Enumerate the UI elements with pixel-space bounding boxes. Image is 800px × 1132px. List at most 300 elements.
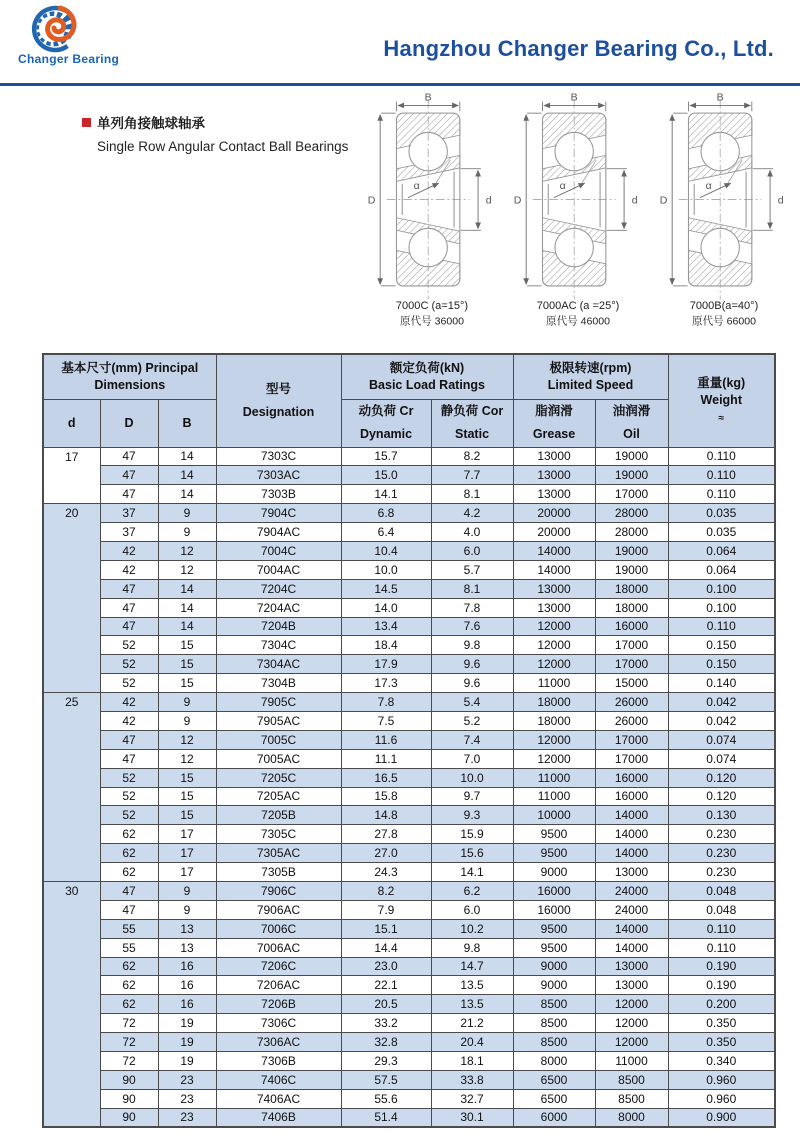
weight-cell: 0.900 bbox=[668, 1108, 775, 1127]
col-weight: 重量(kg) Weight ≈ bbox=[668, 354, 775, 447]
designation-cell: 7004C bbox=[216, 541, 341, 560]
static-load-cell: 8.1 bbox=[431, 485, 513, 504]
grease-speed-cell: 8500 bbox=[513, 1033, 595, 1052]
table-row bbox=[43, 825, 775, 844]
oil-speed-cell: 12000 bbox=[595, 995, 668, 1014]
grease-speed-cell: 13000 bbox=[513, 466, 595, 485]
D-cell: 55 bbox=[100, 919, 158, 938]
weight-cell: 0.960 bbox=[668, 1070, 775, 1089]
B-cell: 16 bbox=[158, 995, 216, 1014]
table-row bbox=[43, 693, 775, 712]
oil-speed-cell: 8500 bbox=[595, 1070, 668, 1089]
dynamic-load-cell: 6.8 bbox=[341, 504, 431, 523]
weight-cell: 0.035 bbox=[668, 504, 775, 523]
grease-speed-cell: 20000 bbox=[513, 504, 595, 523]
B-cell: 15 bbox=[158, 768, 216, 787]
col-basic-load-ratings: 额定负荷(kN) Basic Load Ratings bbox=[341, 354, 513, 399]
B-cell: 14 bbox=[158, 485, 216, 504]
designation-cell: 7005C bbox=[216, 730, 341, 749]
B-cell: 9 bbox=[158, 504, 216, 523]
B-cell: 12 bbox=[158, 541, 216, 560]
grease-speed-cell: 16000 bbox=[513, 900, 595, 919]
spec-table-container bbox=[42, 353, 774, 1128]
static-load-cell: 9.6 bbox=[431, 674, 513, 693]
oil-speed-cell: 19000 bbox=[595, 560, 668, 579]
designation-cell: 7305B bbox=[216, 863, 341, 882]
static-load-cell: 10.0 bbox=[431, 768, 513, 787]
dynamic-load-cell: 10.0 bbox=[341, 560, 431, 579]
designation-cell: 7206C bbox=[216, 957, 341, 976]
designation-cell: 7303C bbox=[216, 447, 341, 466]
dynamic-load-cell: 27.8 bbox=[341, 825, 431, 844]
grease-speed-cell: 6500 bbox=[513, 1089, 595, 1108]
designation-cell: 7904C bbox=[216, 504, 341, 523]
designation-cell: 7905C bbox=[216, 693, 341, 712]
product-title-zh: 单列角接触球轴承 bbox=[97, 116, 205, 131]
bearing-table-body bbox=[43, 447, 775, 1127]
B-cell: 14 bbox=[158, 617, 216, 636]
designation-cell: 7005AC bbox=[216, 749, 341, 768]
weight-cell: 0.230 bbox=[668, 844, 775, 863]
B-cell: 12 bbox=[158, 560, 216, 579]
B-cell: 16 bbox=[158, 976, 216, 995]
dim-D-label: D bbox=[367, 194, 376, 207]
designation-cell: 7406B bbox=[216, 1108, 341, 1127]
oil-speed-cell: 26000 bbox=[595, 711, 668, 730]
B-cell: 9 bbox=[158, 900, 216, 919]
grease-speed-cell: 8500 bbox=[513, 1014, 595, 1033]
static-load-cell: 18.1 bbox=[431, 1052, 513, 1071]
table-row bbox=[43, 1014, 775, 1033]
company-logo bbox=[18, 4, 148, 66]
dynamic-load-cell: 33.2 bbox=[341, 1014, 431, 1033]
oil-speed-cell: 14000 bbox=[595, 938, 668, 957]
dim-D-label: D bbox=[513, 194, 522, 207]
weight-cell: 0.960 bbox=[668, 1089, 775, 1108]
D-cell: 47 bbox=[100, 598, 158, 617]
B-cell: 17 bbox=[158, 825, 216, 844]
dynamic-load-cell: 18.4 bbox=[341, 636, 431, 655]
oil-speed-cell: 14000 bbox=[595, 806, 668, 825]
weight-cell: 0.340 bbox=[668, 1052, 775, 1071]
table-row bbox=[43, 655, 775, 674]
oil-speed-cell: 26000 bbox=[595, 693, 668, 712]
bearing-diagrams bbox=[360, 90, 796, 334]
intro-section bbox=[0, 86, 800, 353]
oil-speed-cell: 24000 bbox=[595, 881, 668, 900]
static-load-cell: 9.3 bbox=[431, 806, 513, 825]
B-cell: 19 bbox=[158, 1014, 216, 1033]
grease-speed-cell: 12000 bbox=[513, 749, 595, 768]
table-row bbox=[43, 787, 775, 806]
D-cell: 72 bbox=[100, 1052, 158, 1071]
D-cell: 52 bbox=[100, 806, 158, 825]
table-row bbox=[43, 1108, 775, 1127]
d-group-cell: 30 bbox=[43, 881, 100, 1127]
static-load-cell: 10.2 bbox=[431, 919, 513, 938]
grease-speed-cell: 18000 bbox=[513, 693, 595, 712]
D-cell: 62 bbox=[100, 863, 158, 882]
weight-cell: 0.230 bbox=[668, 863, 775, 882]
grease-speed-cell: 12000 bbox=[513, 636, 595, 655]
dim-d-label: d bbox=[631, 194, 638, 207]
table-row bbox=[43, 938, 775, 957]
bearing-spec-table bbox=[42, 353, 776, 1128]
D-cell: 62 bbox=[100, 844, 158, 863]
grease-speed-cell: 10000 bbox=[513, 806, 595, 825]
oil-speed-cell: 16000 bbox=[595, 787, 668, 806]
d-group-cell: 17 bbox=[43, 447, 100, 504]
designation-cell: 7303AC bbox=[216, 466, 341, 485]
dim-b-label: B bbox=[570, 91, 578, 104]
table-row bbox=[43, 806, 775, 825]
table-row bbox=[43, 900, 775, 919]
col-d: d bbox=[43, 399, 100, 447]
table-row bbox=[43, 1070, 775, 1089]
grease-speed-cell: 9500 bbox=[513, 844, 595, 863]
designation-cell: 7305C bbox=[216, 825, 341, 844]
grease-speed-cell: 14000 bbox=[513, 541, 595, 560]
table-row bbox=[43, 504, 775, 523]
designation-cell: 7204AC bbox=[216, 598, 341, 617]
B-cell: 12 bbox=[158, 730, 216, 749]
B-cell: 9 bbox=[158, 711, 216, 730]
dynamic-load-cell: 10.4 bbox=[341, 541, 431, 560]
dynamic-load-cell: 17.9 bbox=[341, 655, 431, 674]
dynamic-load-cell: 17.3 bbox=[341, 674, 431, 693]
grease-speed-cell: 11000 bbox=[513, 768, 595, 787]
oil-speed-cell: 17000 bbox=[595, 730, 668, 749]
B-cell: 15 bbox=[158, 787, 216, 806]
table-row bbox=[43, 598, 775, 617]
static-load-cell: 6.0 bbox=[431, 541, 513, 560]
table-row bbox=[43, 995, 775, 1014]
dynamic-load-cell: 7.5 bbox=[341, 711, 431, 730]
logo-wordmark: Changer Bearing bbox=[18, 52, 120, 66]
oil-speed-cell: 24000 bbox=[595, 900, 668, 919]
grease-speed-cell: 8500 bbox=[513, 995, 595, 1014]
oil-speed-cell: 19000 bbox=[595, 466, 668, 485]
dynamic-load-cell: 24.3 bbox=[341, 863, 431, 882]
weight-cell: 0.110 bbox=[668, 466, 775, 485]
oil-speed-cell: 15000 bbox=[595, 674, 668, 693]
D-cell: 47 bbox=[100, 900, 158, 919]
D-cell: 72 bbox=[100, 1033, 158, 1052]
static-load-cell: 7.0 bbox=[431, 749, 513, 768]
D-cell: 37 bbox=[100, 523, 158, 542]
col-limited-speed: 极限转速(rpm) Limited Speed bbox=[513, 354, 668, 399]
oil-speed-cell: 8000 bbox=[595, 1108, 668, 1127]
dynamic-load-cell: 11.6 bbox=[341, 730, 431, 749]
dynamic-load-cell: 15.8 bbox=[341, 787, 431, 806]
B-cell: 23 bbox=[158, 1070, 216, 1089]
grease-speed-cell: 20000 bbox=[513, 523, 595, 542]
designation-cell: 7206B bbox=[216, 995, 341, 1014]
oil-speed-cell: 17000 bbox=[595, 749, 668, 768]
dynamic-load-cell: 15.1 bbox=[341, 919, 431, 938]
D-cell: 72 bbox=[100, 1014, 158, 1033]
col-grease: 脂润滑 Grease bbox=[513, 399, 595, 447]
grease-speed-cell: 13000 bbox=[513, 485, 595, 504]
page-header bbox=[0, 0, 800, 86]
table-row bbox=[43, 768, 775, 787]
D-cell: 47 bbox=[100, 617, 158, 636]
D-cell: 52 bbox=[100, 636, 158, 655]
designation-cell: 7304C bbox=[216, 636, 341, 655]
static-load-cell: 14.7 bbox=[431, 957, 513, 976]
static-load-cell: 9.6 bbox=[431, 655, 513, 674]
diagram-caption: 7000C (a=15°) bbox=[395, 299, 469, 312]
designation-cell: 7205C bbox=[216, 768, 341, 787]
D-cell: 42 bbox=[100, 711, 158, 730]
col-B: B bbox=[158, 399, 216, 447]
table-row bbox=[43, 844, 775, 863]
B-cell: 14 bbox=[158, 598, 216, 617]
dynamic-load-cell: 15.0 bbox=[341, 466, 431, 485]
B-cell: 17 bbox=[158, 863, 216, 882]
red-square-bullet-icon bbox=[82, 118, 91, 127]
table-row bbox=[43, 976, 775, 995]
weight-cell: 0.110 bbox=[668, 485, 775, 504]
static-load-cell: 30.1 bbox=[431, 1108, 513, 1127]
weight-cell: 0.120 bbox=[668, 787, 775, 806]
table-row bbox=[43, 1089, 775, 1108]
designation-cell: 7306AC bbox=[216, 1033, 341, 1052]
grease-speed-cell: 9500 bbox=[513, 919, 595, 938]
static-load-cell: 32.7 bbox=[431, 1089, 513, 1108]
grease-speed-cell: 12000 bbox=[513, 617, 595, 636]
grease-speed-cell: 9000 bbox=[513, 957, 595, 976]
oil-speed-cell: 17000 bbox=[595, 636, 668, 655]
oil-speed-cell: 16000 bbox=[595, 768, 668, 787]
oil-speed-cell: 8500 bbox=[595, 1089, 668, 1108]
D-cell: 62 bbox=[100, 976, 158, 995]
static-load-cell: 5.7 bbox=[431, 560, 513, 579]
col-designation: 型号 Designation bbox=[216, 354, 341, 447]
col-principal-dimensions: 基本尺寸(mm) Principal Dimensions bbox=[43, 354, 216, 399]
gear-logo-icon bbox=[18, 4, 90, 54]
weight-cell: 0.042 bbox=[668, 693, 775, 712]
weight-cell: 0.064 bbox=[668, 560, 775, 579]
static-load-cell: 7.7 bbox=[431, 466, 513, 485]
designation-cell: 7406C bbox=[216, 1070, 341, 1089]
table-row bbox=[43, 919, 775, 938]
oil-speed-cell: 19000 bbox=[595, 447, 668, 466]
designation-cell: 7905AC bbox=[216, 711, 341, 730]
weight-cell: 0.130 bbox=[668, 806, 775, 825]
D-cell: 47 bbox=[100, 579, 158, 598]
D-cell: 42 bbox=[100, 560, 158, 579]
B-cell: 15 bbox=[158, 806, 216, 825]
diagram-legacy-code: 原代号 66000 bbox=[692, 315, 756, 328]
designation-cell: 7906C bbox=[216, 881, 341, 900]
oil-speed-cell: 14000 bbox=[595, 919, 668, 938]
dim-alpha-label: α bbox=[559, 179, 566, 192]
designation-cell: 7006AC bbox=[216, 938, 341, 957]
d-group-cell: 25 bbox=[43, 693, 100, 882]
weight-cell: 0.120 bbox=[668, 768, 775, 787]
weight-cell: 0.074 bbox=[668, 749, 775, 768]
D-cell: 62 bbox=[100, 825, 158, 844]
col-dynamic: 动负荷 Cr Dynamic bbox=[341, 399, 431, 447]
grease-speed-cell: 14000 bbox=[513, 560, 595, 579]
designation-cell: 7206AC bbox=[216, 976, 341, 995]
col-static: 静负荷 Cor Static bbox=[431, 399, 513, 447]
weight-cell: 0.110 bbox=[668, 938, 775, 957]
designation-cell: 7004AC bbox=[216, 560, 341, 579]
designation-cell: 7304AC bbox=[216, 655, 341, 674]
weight-cell: 0.230 bbox=[668, 825, 775, 844]
designation-cell: 7306C bbox=[216, 1014, 341, 1033]
D-cell: 47 bbox=[100, 881, 158, 900]
D-cell: 42 bbox=[100, 693, 158, 712]
D-cell: 90 bbox=[100, 1108, 158, 1127]
bearing-diagram-7000b bbox=[652, 90, 796, 334]
table-row bbox=[43, 749, 775, 768]
weight-cell: 0.110 bbox=[668, 617, 775, 636]
dynamic-load-cell: 7.9 bbox=[341, 900, 431, 919]
D-cell: 52 bbox=[100, 787, 158, 806]
oil-speed-cell: 11000 bbox=[595, 1052, 668, 1071]
static-load-cell: 7.4 bbox=[431, 730, 513, 749]
static-load-cell: 5.4 bbox=[431, 693, 513, 712]
B-cell: 9 bbox=[158, 693, 216, 712]
D-cell: 52 bbox=[100, 768, 158, 787]
weight-cell: 0.064 bbox=[668, 541, 775, 560]
weight-cell: 0.100 bbox=[668, 579, 775, 598]
B-cell: 9 bbox=[158, 881, 216, 900]
dim-D-label: D bbox=[659, 194, 668, 207]
designation-cell: 7906AC bbox=[216, 900, 341, 919]
dynamic-load-cell: 14.4 bbox=[341, 938, 431, 957]
D-cell: 47 bbox=[100, 485, 158, 504]
table-row bbox=[43, 674, 775, 693]
designation-cell: 7204B bbox=[216, 617, 341, 636]
B-cell: 14 bbox=[158, 466, 216, 485]
dynamic-load-cell: 29.3 bbox=[341, 1052, 431, 1071]
B-cell: 16 bbox=[158, 957, 216, 976]
static-load-cell: 20.4 bbox=[431, 1033, 513, 1052]
weight-cell: 0.035 bbox=[668, 523, 775, 542]
oil-speed-cell: 17000 bbox=[595, 655, 668, 674]
table-row bbox=[43, 466, 775, 485]
B-cell: 13 bbox=[158, 919, 216, 938]
static-load-cell: 6.0 bbox=[431, 900, 513, 919]
oil-speed-cell: 13000 bbox=[595, 976, 668, 995]
oil-speed-cell: 28000 bbox=[595, 504, 668, 523]
designation-cell: 7205AC bbox=[216, 787, 341, 806]
dynamic-load-cell: 11.1 bbox=[341, 749, 431, 768]
company-name: Hangzhou Changer Bearing Co., Ltd. bbox=[383, 36, 774, 61]
static-load-cell: 4.2 bbox=[431, 504, 513, 523]
table-row bbox=[43, 485, 775, 504]
weight-cell: 0.140 bbox=[668, 674, 775, 693]
oil-speed-cell: 13000 bbox=[595, 863, 668, 882]
static-load-cell: 13.5 bbox=[431, 995, 513, 1014]
col-D: D bbox=[100, 399, 158, 447]
diagram-legacy-code: 原代号 36000 bbox=[400, 315, 464, 328]
weight-cell: 0.150 bbox=[668, 655, 775, 674]
oil-speed-cell: 19000 bbox=[595, 541, 668, 560]
D-cell: 52 bbox=[100, 655, 158, 674]
grease-speed-cell: 9500 bbox=[513, 825, 595, 844]
D-cell: 90 bbox=[100, 1070, 158, 1089]
B-cell: 23 bbox=[158, 1089, 216, 1108]
weight-cell: 0.048 bbox=[668, 881, 775, 900]
table-row bbox=[43, 863, 775, 882]
B-cell: 19 bbox=[158, 1033, 216, 1052]
grease-speed-cell: 13000 bbox=[513, 579, 595, 598]
static-load-cell: 7.6 bbox=[431, 617, 513, 636]
oil-speed-cell: 18000 bbox=[595, 598, 668, 617]
oil-speed-cell: 14000 bbox=[595, 825, 668, 844]
diagram-legacy-code: 原代号 46000 bbox=[546, 315, 610, 328]
table-row bbox=[43, 881, 775, 900]
weight-cell: 0.074 bbox=[668, 730, 775, 749]
static-load-cell: 4.0 bbox=[431, 523, 513, 542]
oil-speed-cell: 18000 bbox=[595, 579, 668, 598]
dynamic-load-cell: 14.5 bbox=[341, 579, 431, 598]
grease-speed-cell: 12000 bbox=[513, 655, 595, 674]
dynamic-load-cell: 32.8 bbox=[341, 1033, 431, 1052]
grease-speed-cell: 6500 bbox=[513, 1070, 595, 1089]
static-load-cell: 33.8 bbox=[431, 1070, 513, 1089]
dynamic-load-cell: 15.7 bbox=[341, 447, 431, 466]
weight-cell: 0.190 bbox=[668, 976, 775, 995]
dim-b-label: B bbox=[424, 91, 432, 104]
weight-cell: 0.200 bbox=[668, 995, 775, 1014]
oil-speed-cell: 17000 bbox=[595, 485, 668, 504]
grease-speed-cell: 12000 bbox=[513, 730, 595, 749]
dynamic-load-cell: 13.4 bbox=[341, 617, 431, 636]
table-row bbox=[43, 636, 775, 655]
designation-cell: 7304B bbox=[216, 674, 341, 693]
table-row bbox=[43, 541, 775, 560]
dynamic-load-cell: 14.1 bbox=[341, 485, 431, 504]
dim-d-label: d bbox=[777, 194, 784, 207]
bearing-diagram-7000ac bbox=[506, 90, 650, 334]
oil-speed-cell: 16000 bbox=[595, 617, 668, 636]
dynamic-load-cell: 7.8 bbox=[341, 693, 431, 712]
dynamic-load-cell: 14.8 bbox=[341, 806, 431, 825]
table-row bbox=[43, 1033, 775, 1052]
D-cell: 55 bbox=[100, 938, 158, 957]
grease-speed-cell: 11000 bbox=[513, 787, 595, 806]
weight-cell: 0.190 bbox=[668, 957, 775, 976]
diagram-caption: 7000AC (a =25°) bbox=[536, 299, 620, 312]
D-cell: 52 bbox=[100, 674, 158, 693]
product-title bbox=[82, 112, 348, 154]
dynamic-load-cell: 57.5 bbox=[341, 1070, 431, 1089]
grease-speed-cell: 13000 bbox=[513, 447, 595, 466]
oil-speed-cell: 12000 bbox=[595, 1014, 668, 1033]
dynamic-load-cell: 51.4 bbox=[341, 1108, 431, 1127]
col-oil: 油润滑 Oil bbox=[595, 399, 668, 447]
oil-speed-cell: 28000 bbox=[595, 523, 668, 542]
dynamic-load-cell: 55.6 bbox=[341, 1089, 431, 1108]
grease-speed-cell: 9000 bbox=[513, 976, 595, 995]
weight-cell: 0.042 bbox=[668, 711, 775, 730]
designation-cell: 7303B bbox=[216, 485, 341, 504]
grease-speed-cell: 18000 bbox=[513, 711, 595, 730]
dynamic-load-cell: 8.2 bbox=[341, 881, 431, 900]
D-cell: 47 bbox=[100, 730, 158, 749]
designation-cell: 7306B bbox=[216, 1052, 341, 1071]
grease-speed-cell: 11000 bbox=[513, 674, 595, 693]
designation-cell: 7904AC bbox=[216, 523, 341, 542]
grease-speed-cell: 6000 bbox=[513, 1108, 595, 1127]
B-cell: 12 bbox=[158, 749, 216, 768]
